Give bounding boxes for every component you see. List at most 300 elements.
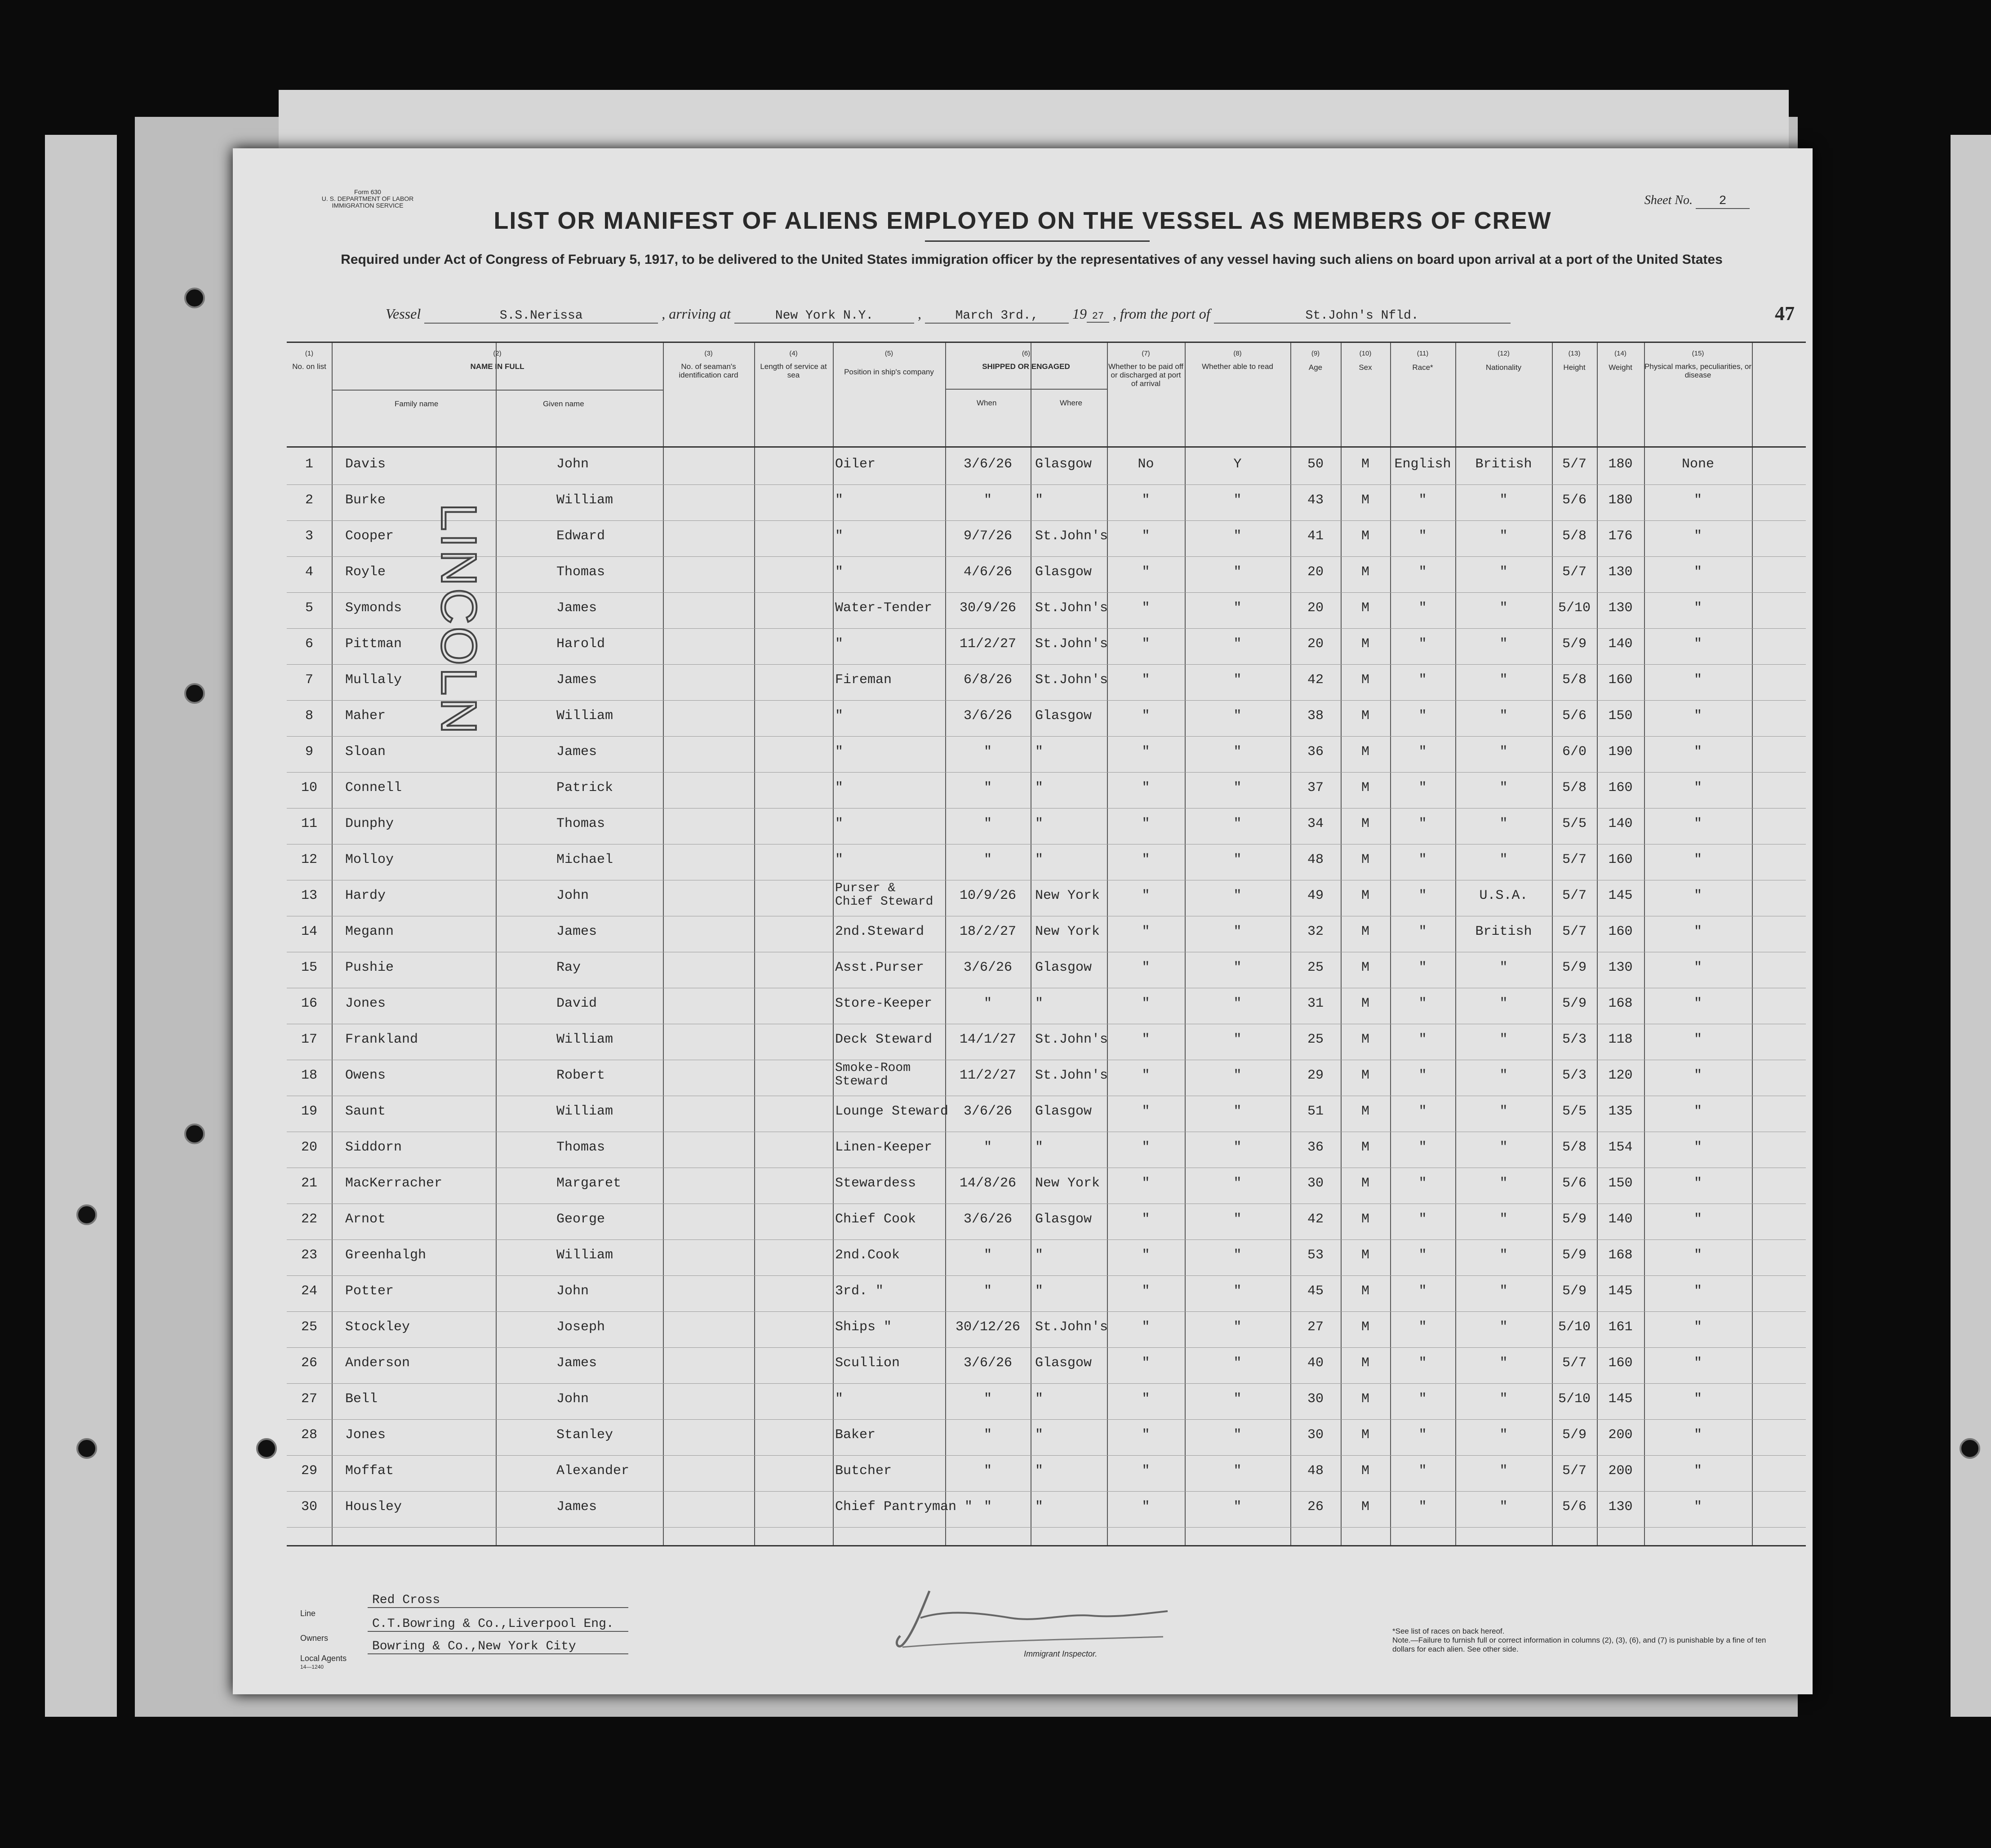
cell-nationality: " [1499, 1212, 1508, 1227]
cell-height: 5/8 [1562, 1140, 1587, 1155]
cell-nationality: " [1499, 1032, 1508, 1047]
cell-where: New York [1035, 888, 1100, 903]
cell-sex: M [1361, 564, 1369, 580]
header-when: When [977, 399, 997, 407]
cell-when: 3/6/26 [963, 1104, 1013, 1119]
cell-age: 30 [1307, 1427, 1324, 1443]
cell-family: Potter [345, 1284, 394, 1299]
header-sex-num: (10) [1359, 350, 1372, 357]
cell-sex: M [1361, 1319, 1369, 1335]
cell-when: " [983, 1140, 992, 1155]
cell-family: Pittman [345, 636, 402, 652]
cell-weight: 130 [1608, 1499, 1633, 1515]
cell-nationality: " [1499, 960, 1508, 975]
cell-no: 11 [301, 816, 317, 831]
cell-marks: None [1681, 457, 1714, 472]
header-family-name: Family name [395, 400, 439, 408]
cell-race: " [1418, 1248, 1427, 1263]
cell-when: 3/6/26 [963, 457, 1013, 472]
cell-weight: 161 [1608, 1319, 1633, 1335]
cell-family: Bell [345, 1391, 378, 1407]
cell-position: " [835, 780, 844, 795]
cell-family: Jones [345, 996, 386, 1011]
cell-read: " [1233, 529, 1242, 544]
cell-given: James [556, 600, 597, 616]
header-given-name: Given name [543, 400, 584, 408]
cell-when: 3/6/26 [963, 1212, 1013, 1227]
cell-where: " [1035, 1427, 1044, 1443]
cell-where: " [1035, 1463, 1044, 1479]
cell-position: " [835, 636, 844, 652]
header-read-label: Whether able to read [1202, 362, 1273, 371]
cell-family: Dunphy [345, 816, 394, 831]
cell-race: " [1418, 1319, 1427, 1335]
header-id-num: (3) [704, 350, 713, 357]
table-row [287, 880, 1806, 916]
cell-height: 5/6 [1562, 1499, 1587, 1515]
cell-read: " [1233, 1427, 1242, 1443]
cell-no: 17 [301, 1032, 317, 1047]
binder-hole [76, 1204, 97, 1225]
cell-age: 20 [1307, 564, 1324, 580]
table-row [287, 628, 1806, 665]
cell-where: Glasgow [1035, 1104, 1092, 1119]
cell-position: " [835, 744, 844, 760]
cell-read: " [1233, 996, 1242, 1011]
header-service-label: Length of service at sea [760, 362, 827, 379]
cell-race: " [1418, 529, 1427, 544]
cell-race: " [1418, 1391, 1427, 1407]
cell-height: 5/5 [1562, 816, 1587, 831]
cell-weight: 118 [1608, 1032, 1633, 1047]
header-position-num: (5) [884, 350, 893, 357]
table-row [287, 988, 1806, 1024]
cell-nationality: " [1499, 852, 1508, 867]
table-row [287, 1419, 1806, 1456]
cell-paid: " [1142, 1284, 1150, 1299]
cell-marks: " [1693, 816, 1702, 831]
cell-sex: M [1361, 600, 1369, 616]
cell-when: " [983, 1248, 992, 1263]
cell-position: Ships " [835, 1319, 892, 1335]
cell-race: " [1418, 1176, 1427, 1191]
cell-position: Asst.Purser [835, 960, 924, 975]
cell-no: 23 [301, 1248, 317, 1263]
cell-paid: " [1142, 1248, 1150, 1263]
cell-nationality: " [1499, 744, 1508, 760]
cell-weight: 145 [1608, 1284, 1633, 1299]
cell-nationality: " [1499, 672, 1508, 688]
cell-sex: M [1361, 888, 1369, 903]
cell-race: " [1418, 1427, 1427, 1443]
table-row [287, 520, 1806, 557]
cell-no: 29 [301, 1463, 317, 1479]
cell-marks: " [1693, 1176, 1702, 1191]
table-row [287, 1204, 1806, 1240]
header-name [332, 343, 663, 446]
arriving-label: , arriving at [662, 306, 731, 322]
cell-height: 5/9 [1562, 960, 1587, 975]
year-suffix: 27 [1087, 311, 1109, 323]
cell-paid: " [1142, 1068, 1150, 1083]
cell-height: 5/8 [1562, 780, 1587, 795]
cell-no: 3 [305, 529, 313, 544]
cell-race: " [1418, 1499, 1427, 1515]
cell-sex: M [1361, 1176, 1369, 1191]
agents-code: 14—1240 [300, 1664, 324, 1670]
cell-read: " [1233, 564, 1242, 580]
cell-height: 5/9 [1562, 1248, 1587, 1263]
cell-weight: 130 [1608, 960, 1633, 975]
cell-age: 32 [1307, 924, 1324, 939]
cell-race: " [1418, 1284, 1427, 1299]
table-row [287, 484, 1806, 521]
cell-race: " [1418, 564, 1427, 580]
header-nationality [1455, 343, 1552, 446]
cell-nationality: " [1499, 493, 1508, 508]
cell-weight: 120 [1608, 1068, 1633, 1083]
cell-age: 48 [1307, 1463, 1324, 1479]
cell-weight: 140 [1608, 636, 1633, 652]
cell-paid: " [1142, 1140, 1150, 1155]
table-row [287, 1132, 1806, 1168]
cell-weight: 154 [1608, 1140, 1633, 1155]
cell-position: Purser & Chief Steward [835, 881, 933, 909]
cell-when: 4/6/26 [963, 564, 1013, 580]
cell-nationality: " [1499, 1427, 1508, 1443]
cell-sex: M [1361, 780, 1369, 795]
cell-nationality: " [1499, 1068, 1508, 1083]
table-row [287, 664, 1806, 701]
cell-paid: " [1142, 996, 1150, 1011]
cell-height: 5/7 [1562, 1463, 1587, 1479]
table-row [287, 808, 1806, 844]
cell-race: " [1418, 1032, 1427, 1047]
cell-height: 5/6 [1562, 1176, 1587, 1191]
cell-race: " [1418, 924, 1427, 939]
cell-age: 37 [1307, 780, 1324, 795]
cell-read: " [1233, 1176, 1242, 1191]
table-row [287, 772, 1806, 808]
cell-height: 5/7 [1562, 852, 1587, 867]
cell-no: 7 [305, 672, 313, 688]
arrival-date: March 3rd., [925, 309, 1069, 324]
sheet-value: 2 [1696, 194, 1750, 209]
cell-age: 29 [1307, 1068, 1324, 1083]
cell-paid: " [1142, 493, 1150, 508]
cell-where: St.John's [1035, 1068, 1108, 1083]
cell-height: 5/6 [1562, 708, 1587, 724]
cell-family: Royle [345, 564, 386, 580]
cell-marks: " [1693, 1284, 1702, 1299]
cell-age: 49 [1307, 888, 1324, 903]
binder-hole [184, 288, 205, 308]
header-shipped [945, 343, 1107, 446]
cell-position: " [835, 708, 844, 724]
cell-no: 14 [301, 924, 317, 939]
cell-where: " [1035, 780, 1044, 795]
cell-given: James [556, 924, 597, 939]
cell-given: William [556, 1248, 613, 1263]
cell-sex: M [1361, 1104, 1369, 1119]
cell-no: 4 [305, 564, 313, 580]
cell-when: 3/6/26 [963, 708, 1013, 724]
cell-given: William [556, 493, 613, 508]
cell-marks: " [1693, 888, 1702, 903]
cell-family: Pushie [345, 960, 394, 975]
cell-marks: " [1693, 744, 1702, 760]
header-where: Where [1060, 399, 1083, 407]
cell-height: 5/9 [1562, 1427, 1587, 1443]
header-nationality-label: Nationality [1485, 363, 1522, 372]
cell-given: Michael [556, 852, 613, 867]
cell-where: Glasgow [1035, 564, 1092, 580]
cell-age: 48 [1307, 852, 1324, 867]
cell-read: " [1233, 852, 1242, 867]
cell-family: Burke [345, 493, 386, 508]
cell-given: Joseph [556, 1319, 605, 1335]
cell-nationality: British [1475, 457, 1532, 472]
line-label: Line [300, 1609, 316, 1618]
cell-given: George [556, 1212, 605, 1227]
cell-weight: 145 [1608, 1391, 1633, 1407]
cell-nationality: U.S.A. [1479, 888, 1528, 903]
cell-when: " [983, 780, 992, 795]
cell-age: 43 [1307, 493, 1324, 508]
cell-where: Glasgow [1035, 1355, 1092, 1371]
header-age-label: Age [1308, 363, 1323, 372]
cell-where: St.John's [1035, 529, 1108, 544]
cell-family: Saunt [345, 1104, 386, 1119]
header-no-label: No. on list [292, 362, 326, 371]
cell-age: 38 [1307, 708, 1324, 724]
cell-nationality: " [1499, 1284, 1508, 1299]
cell-read: " [1233, 708, 1242, 724]
cell-height: 5/8 [1562, 529, 1587, 544]
header-paid [1107, 343, 1185, 446]
table-row [287, 1491, 1806, 1528]
table-row [287, 736, 1806, 773]
cell-race: " [1418, 780, 1427, 795]
table-row [287, 952, 1806, 988]
table-row [287, 1060, 1806, 1096]
cell-where: New York [1035, 1176, 1100, 1191]
table-row [287, 556, 1806, 593]
cell-where: " [1035, 1140, 1044, 1155]
title-rule [925, 240, 1150, 242]
cell-age: 45 [1307, 1284, 1324, 1299]
cell-age: 31 [1307, 996, 1324, 1011]
header-name-num: (2) [493, 350, 502, 357]
cell-where: " [1035, 1499, 1044, 1515]
cell-no: 16 [301, 996, 317, 1011]
cell-marks: " [1693, 1427, 1702, 1443]
cell-nationality: " [1499, 1319, 1508, 1335]
header-service [754, 343, 833, 446]
agents-label: Local Agents [300, 1654, 347, 1663]
cell-read: " [1233, 493, 1242, 508]
header-shipped-num: (6) [1022, 350, 1031, 357]
line-value: Red Cross [368, 1593, 628, 1608]
cell-where: New York [1035, 924, 1100, 939]
table-row [287, 1168, 1806, 1204]
cell-given: John [556, 1391, 589, 1407]
cell-paid: " [1142, 1463, 1150, 1479]
page-title: LIST OR MANIFEST OF ALIENS EMPLOYED ON THE VESSEL AS MEMBERS OF CREW [493, 207, 1552, 234]
cell-given: John [556, 888, 589, 903]
cell-age: 20 [1307, 636, 1324, 652]
cell-height: 5/8 [1562, 672, 1587, 688]
cell-paid: " [1142, 529, 1150, 544]
cell-family: MacKerracher [345, 1176, 443, 1191]
cell-marks: " [1693, 1104, 1702, 1119]
table-row [287, 1239, 1806, 1276]
cell-where: " [1035, 493, 1044, 508]
cell-age: 53 [1307, 1248, 1324, 1263]
cell-given: David [556, 996, 597, 1011]
cell-no: 30 [301, 1499, 317, 1515]
cell-where: " [1035, 996, 1044, 1011]
cell-height: 5/7 [1562, 924, 1587, 939]
cell-given: Thomas [556, 1140, 605, 1155]
cell-sex: M [1361, 1463, 1369, 1479]
cell-race: " [1418, 600, 1427, 616]
cell-nationality: " [1499, 1499, 1508, 1515]
cell-when: " [983, 852, 992, 867]
cell-age: 36 [1307, 744, 1324, 760]
cell-no: 18 [301, 1068, 317, 1083]
cell-given: Alexander [556, 1463, 630, 1479]
cell-sex: M [1361, 1355, 1369, 1371]
cell-given: Harold [556, 636, 605, 652]
cell-nationality: " [1499, 1391, 1508, 1407]
cell-sex: M [1361, 1248, 1369, 1263]
cell-position: " [835, 564, 844, 580]
cell-paid: No [1138, 457, 1154, 472]
table-row [287, 1347, 1806, 1384]
inspector-label: Immigrant Inspector. [1024, 1649, 1098, 1658]
cell-when: 3/6/26 [963, 1355, 1013, 1371]
binder-hole [256, 1438, 277, 1459]
cell-when: 14/8/26 [959, 1176, 1017, 1191]
header-rule [287, 446, 1806, 448]
cell-marks: " [1693, 1140, 1702, 1155]
cell-race: " [1418, 852, 1427, 867]
cell-age: 20 [1307, 600, 1324, 616]
cell-marks: " [1693, 1463, 1702, 1479]
cell-height: 5/7 [1562, 888, 1587, 903]
cell-family: Maher [345, 708, 386, 724]
cell-family: Connell [345, 780, 402, 795]
cell-read: " [1233, 1068, 1242, 1083]
cell-height: 5/5 [1562, 1104, 1587, 1119]
table-row [287, 844, 1806, 880]
cell-read: " [1233, 1391, 1242, 1407]
cell-weight: 130 [1608, 600, 1633, 616]
cell-sex: M [1361, 924, 1369, 939]
cell-given: James [556, 672, 597, 688]
cell-when: " [983, 1284, 992, 1299]
cell-where: St.John's [1035, 1319, 1108, 1335]
cell-read: " [1233, 1319, 1242, 1335]
cell-family: Cooper [345, 529, 394, 544]
header-sex-label: Sex [1359, 363, 1372, 372]
cell-marks: " [1693, 1032, 1702, 1047]
cell-sex: M [1361, 960, 1369, 975]
cell-position: " [835, 816, 844, 831]
cell-where: " [1035, 1391, 1044, 1407]
cell-when: " [983, 816, 992, 831]
cell-family: Housley [345, 1499, 402, 1515]
cell-weight: 140 [1608, 1212, 1633, 1227]
table-row [287, 1096, 1806, 1132]
cell-position: Lounge Steward [835, 1104, 949, 1119]
from-port: St.John's Nfld. [1214, 309, 1511, 324]
cell-position: Fireman [835, 672, 892, 688]
cell-weight: 130 [1608, 564, 1633, 580]
cell-nationality: " [1499, 1176, 1508, 1191]
cell-age: 34 [1307, 816, 1324, 831]
cell-family: Mullaly [345, 672, 402, 688]
table-row [287, 1311, 1806, 1348]
page-number: 47 [1775, 302, 1795, 324]
cell-family: Megann [345, 924, 394, 939]
cell-paid: " [1142, 852, 1150, 867]
cell-height: 5/10 [1558, 1319, 1591, 1335]
header-paid-label: Whether to be paid off or discharged at port of arrival [1108, 362, 1183, 388]
cell-height: 5/3 [1562, 1068, 1587, 1083]
cell-nationality: " [1499, 600, 1508, 616]
cell-position: Chief Cook [835, 1212, 916, 1227]
cell-given: William [556, 1104, 613, 1119]
cell-sex: M [1361, 1140, 1369, 1155]
header-marks-num: (15) [1692, 350, 1704, 357]
cell-age: 30 [1307, 1391, 1324, 1407]
cell-read: " [1233, 1499, 1242, 1515]
cell-sex: M [1361, 852, 1369, 867]
cell-marks: " [1693, 924, 1702, 939]
cell-marks: " [1693, 1212, 1702, 1227]
cell-where: Glasgow [1035, 960, 1092, 975]
cell-weight: 180 [1608, 457, 1633, 472]
cell-marks: " [1693, 1499, 1702, 1515]
cell-where: Glasgow [1035, 1212, 1092, 1227]
cell-no: 6 [305, 636, 313, 652]
cell-family: Frankland [345, 1032, 418, 1047]
cell-race: " [1418, 960, 1427, 975]
cell-when: " [983, 1499, 992, 1515]
header-age [1290, 343, 1341, 446]
cell-marks: " [1693, 493, 1702, 508]
cell-family: Hardy [345, 888, 386, 903]
cell-no: 1 [305, 457, 313, 472]
owners-value: C.T.Bowring & Co.,Liverpool Eng. [368, 1617, 628, 1632]
cell-nationality: " [1499, 529, 1508, 544]
cell-race: " [1418, 1104, 1427, 1119]
cell-nationality: " [1499, 780, 1508, 795]
cell-paid: " [1142, 1032, 1150, 1047]
table-row [287, 1383, 1806, 1420]
cell-read: " [1233, 600, 1242, 616]
cell-no: 22 [301, 1212, 317, 1227]
cell-when: 11/2/27 [959, 636, 1017, 652]
manifest-table [287, 342, 1806, 1546]
cell-age: 26 [1307, 1499, 1324, 1515]
table-row [287, 1275, 1806, 1312]
cell-age: 41 [1307, 529, 1324, 544]
cell-when: 18/2/27 [959, 924, 1017, 939]
cell-given: James [556, 1355, 597, 1371]
